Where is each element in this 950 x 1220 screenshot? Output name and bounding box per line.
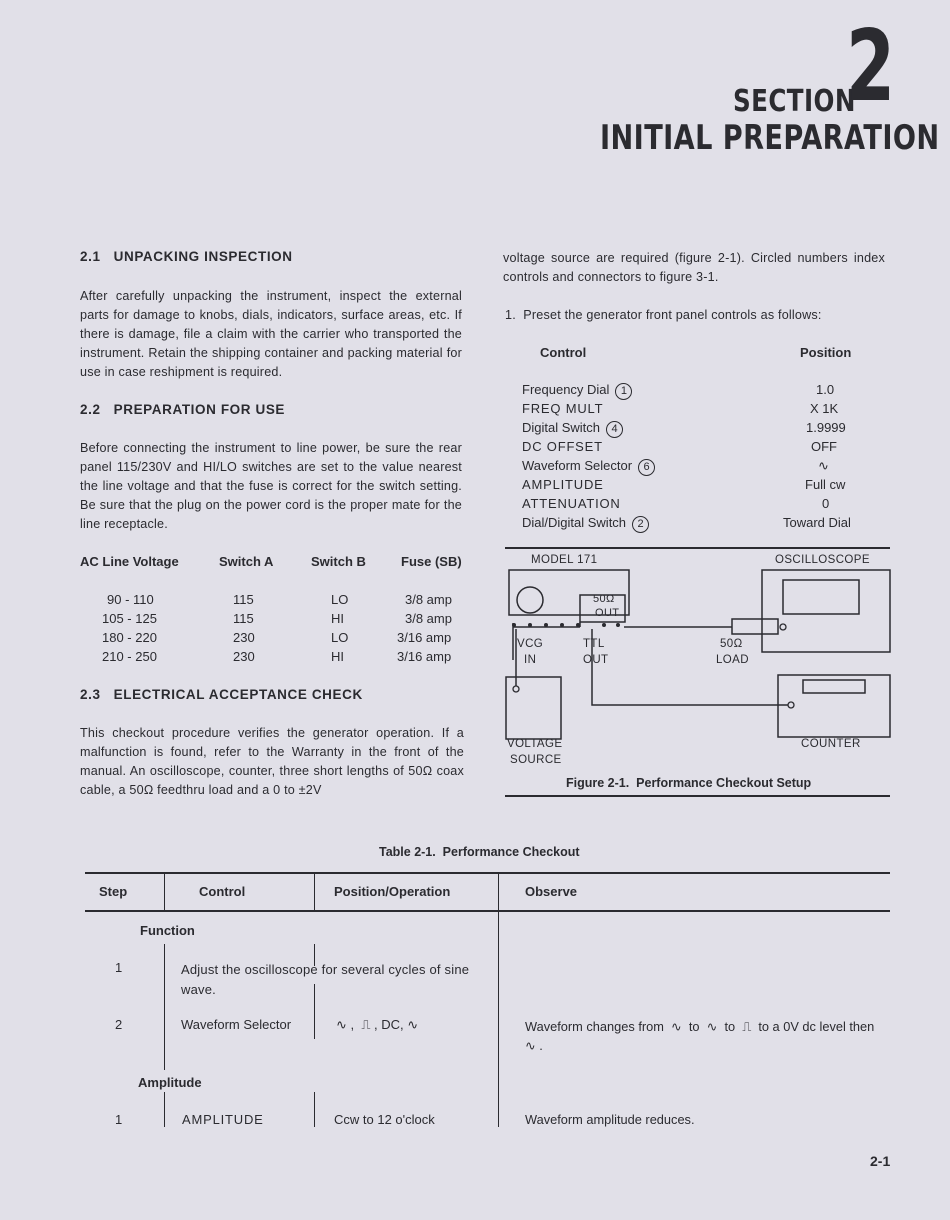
counter-box — [778, 675, 890, 737]
circled-number-icon: 2 — [632, 516, 649, 533]
figure-caption: Figure 2-1. Performance Checkout Setup — [566, 776, 812, 790]
paragraph-continued: voltage source are required (figure 2-1). Circled numbers index controls and connectors to figure 3-1. — [503, 251, 885, 284]
paragraph-2-3: This checkout procedure verifies the generator operation. If a malfunction is found, refer to the Warranty in the front of the manual. An oscilloscope, counter, three short lengths of 50Ω coax cable, a 50Ω feedthru load and a 0 to ±2V — [80, 726, 464, 797]
cell: 3/8 amp — [405, 592, 452, 607]
preset-header-position: Position — [800, 345, 852, 360]
step-number: 2 — [115, 1017, 123, 1032]
preset-control: Waveform Selector — [522, 458, 633, 473]
cable-ttl-to-counter — [592, 629, 788, 705]
preset-row — [522, 401, 892, 420]
cell: 105 - 125 — [102, 611, 157, 626]
preset-position: 1.9999 — [806, 420, 846, 435]
panel-dot — [560, 623, 564, 627]
label-load: LOAD — [716, 654, 749, 666]
header-fuse: Fuse (SB) — [401, 554, 462, 569]
frequency-dial-knob — [517, 587, 543, 613]
performance-checkout-diagram — [500, 565, 895, 745]
label-out: OUT — [595, 607, 620, 619]
table-col-divider — [314, 873, 315, 910]
preset-row — [522, 420, 892, 439]
panel-dot — [512, 623, 516, 627]
row-position: Ccw to 12 o'clock — [334, 1112, 435, 1127]
label-source: SOURCE — [510, 754, 562, 766]
cell: 210 - 250 — [102, 649, 157, 664]
preset-position: 0 — [822, 496, 830, 511]
preset-row — [522, 439, 892, 458]
table-col-divider — [164, 873, 165, 910]
th-observe: Observe — [525, 884, 578, 899]
label-ttl: TTL — [583, 638, 605, 650]
figure-bottom-rule — [505, 795, 890, 797]
circled-number-icon: 4 — [606, 421, 623, 438]
preset-control: Digital Switch — [522, 420, 601, 435]
cell: LO — [331, 592, 349, 607]
label-in: IN — [524, 654, 537, 666]
figure-top-rule — [505, 547, 890, 549]
table-col-divider — [314, 1092, 315, 1127]
preset-control: FREQ MULT — [522, 401, 604, 416]
preset-position: Toward Dial — [783, 515, 851, 530]
heading-2-1: 2.1 UNPACKING INSPECTION — [80, 249, 293, 264]
figure-label-model: MODEL 171 — [531, 554, 598, 566]
label-voltage: VOLTAGE — [507, 738, 563, 750]
cell: 115 — [233, 592, 254, 607]
label-vcg: VCG — [517, 638, 544, 650]
cell: 180 - 220 — [102, 630, 157, 645]
panel-dot — [544, 623, 548, 627]
heading-2-2: 2.2 PREPARATION FOR USE — [80, 402, 286, 417]
preset-position: 1.0 — [816, 382, 835, 397]
cell: LO — [331, 630, 349, 645]
step-number: 1 — [115, 1112, 123, 1127]
paragraph-2-1: After carefully unpacking the instrument, inspect the external parts for damage to knobs, dials, indicators, surface areas, etc. If there is damage, file a claim with the carrier who transported the instrument. Retain the shipping container and packing material for use in case reshipment is required. — [80, 289, 462, 379]
panel-dot — [616, 623, 620, 627]
th-control: Control — [199, 884, 246, 899]
section-label: SECTION — [733, 84, 856, 119]
label-ttl-out: OUT — [583, 654, 609, 666]
page-number: 2-1 — [870, 1153, 891, 1169]
th-position: Position/Operation — [334, 884, 451, 899]
table-header-rule — [85, 910, 890, 912]
cell: 3/8 amp — [405, 611, 452, 626]
preset-position: X 1K — [810, 401, 839, 416]
circled-number-icon: 1 — [615, 383, 632, 400]
preset-row — [522, 496, 892, 515]
header-ac-line-voltage: AC Line Voltage — [80, 554, 179, 569]
cell: 90 - 110 — [107, 592, 154, 607]
table-top-rule — [85, 872, 890, 874]
preset-position: Full cw — [805, 477, 846, 492]
source-connector — [513, 686, 519, 692]
row-position: ∿ , ⎍ , DC, ∿ — [336, 1017, 419, 1032]
figure-label-oscilloscope: OSCILLOSCOPE — [775, 554, 870, 566]
step-number: 1 — [115, 960, 123, 975]
table-col-divider — [164, 1092, 165, 1127]
cell: 115 — [233, 611, 254, 626]
paragraph-2-2: Before connecting the instrument to line power, be sure the rear panel 115/230V and HI/LO switches are set to the value nearest the line voltage and that the fuse is correct for the switch setting. Be sure that the plug on the power cord is the proper mate for the line receptacle. — [80, 441, 462, 531]
counter-display — [803, 680, 865, 693]
preset-position: ∿ — [818, 458, 829, 473]
panel-dot — [602, 623, 606, 627]
label-counter: COUNTER — [801, 738, 861, 750]
row-observe: Waveform changes from ∿ to ∿ to ⎍ to a 0V dc level then ∿ . — [525, 1019, 882, 1053]
counter-connector — [788, 702, 794, 708]
cell: 3/16 amp — [397, 630, 452, 645]
group-function: Function — [140, 923, 195, 938]
table-col-divider — [164, 944, 165, 1070]
heading-2-3: 2.3 ELECTRICAL ACCEPTANCE CHECK — [80, 687, 363, 702]
preset-list — [522, 382, 892, 534]
feedthru-load — [732, 619, 778, 634]
load-connector — [780, 624, 786, 630]
preset-control: Dial/Digital Switch — [522, 515, 627, 530]
panel-dot — [528, 623, 532, 627]
cell: 230 — [233, 630, 255, 645]
preset-control: DC OFFSET — [522, 439, 603, 454]
label-50-ohm: 50Ω — [593, 593, 615, 605]
cell: 230 — [233, 649, 255, 664]
oscilloscope-screen — [783, 580, 859, 614]
header-switch-a: Switch A — [219, 554, 274, 569]
header-switch-b: Switch B — [311, 554, 366, 569]
preset-control: Frequency Dial — [522, 382, 610, 397]
row-observe: Waveform amplitude reduces. — [525, 1112, 695, 1127]
preset-position: OFF — [811, 439, 837, 454]
preset-control: AMPLITUDE — [522, 477, 604, 492]
circled-number-icon: 6 — [638, 459, 655, 476]
panel-dot — [576, 623, 580, 627]
cell: HI — [331, 649, 344, 664]
section-title: INITIAL PREPARATION — [600, 118, 940, 158]
th-step: Step — [99, 884, 128, 899]
row-control: AMPLITUDE — [182, 1112, 264, 1127]
oscilloscope-box — [762, 570, 890, 652]
preset-row — [522, 382, 892, 401]
label-load-50-ohm: 50Ω — [720, 638, 743, 650]
preset-row — [522, 477, 892, 496]
preset-instruction: 1. Preset the generator front panel controls as follows: — [505, 308, 822, 322]
preset-row — [522, 515, 892, 534]
cell: 3/16 amp — [397, 649, 452, 664]
row-control: Waveform Selector — [181, 1017, 292, 1032]
preset-header-control: Control — [540, 345, 587, 360]
section-number: 2 — [846, 10, 896, 124]
cell: HI — [331, 611, 344, 626]
row-text: Adjust the oscilloscope for several cycles of sine wave. — [181, 962, 470, 997]
table-title: Table 2-1. Performance Checkout — [379, 845, 580, 859]
preset-row — [522, 458, 892, 477]
table-col-divider — [498, 873, 499, 1127]
group-amplitude: Amplitude — [138, 1075, 202, 1090]
preset-control: ATTENUATION — [522, 496, 621, 511]
